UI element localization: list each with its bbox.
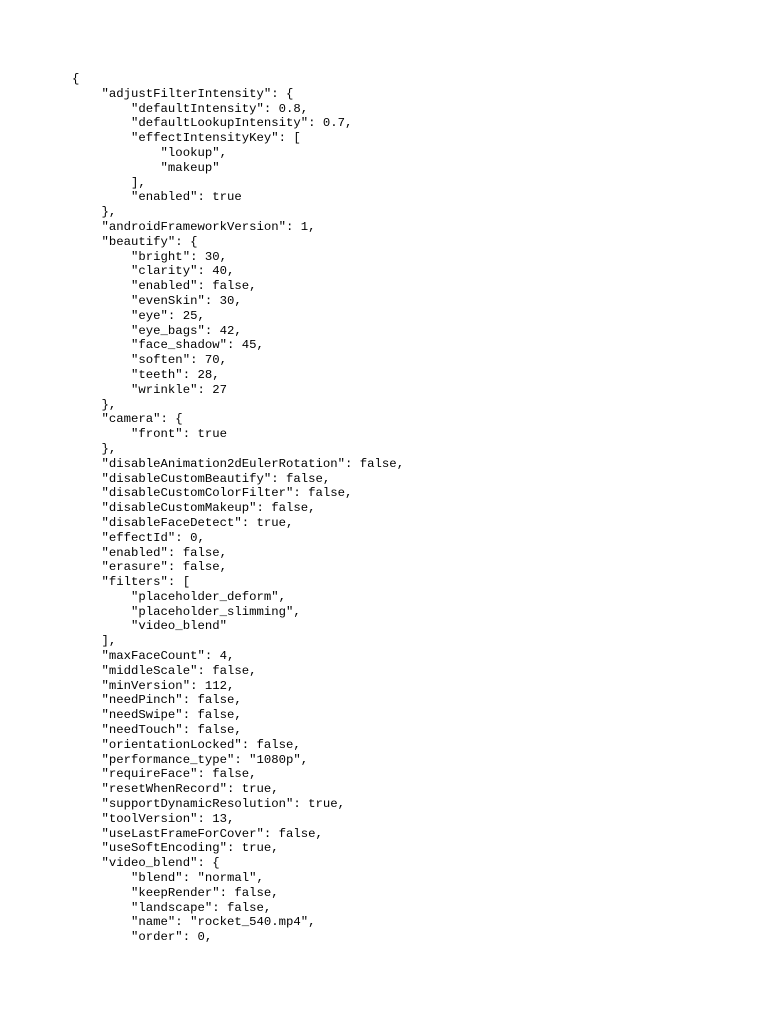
document-line: "disableCustomBeautify": false,	[72, 471, 331, 486]
document-line: "lookup",	[72, 145, 227, 160]
document-line: "placeholder_deform",	[72, 589, 287, 604]
document-line: "beautify": {	[72, 234, 198, 249]
document-line: {	[72, 72, 80, 86]
document-line: "minVersion": 112,	[72, 678, 235, 693]
document-line: },	[72, 205, 117, 220]
document-line: "performance_type": "1080p",	[72, 752, 309, 767]
document-line: },	[72, 397, 117, 412]
document-line: "needTouch": false,	[72, 723, 242, 738]
document-line: "middleScale": false,	[72, 663, 257, 678]
document-line: ],	[72, 175, 146, 190]
document-line: ],	[72, 634, 117, 649]
document-line: "order": 0,	[72, 930, 213, 945]
document-line: "eye_bags": 42,	[72, 323, 242, 338]
document-line: "enabled": true	[72, 190, 242, 205]
document-line: "orientationLocked": false,	[72, 737, 301, 752]
document-line: "useSoftEncoding": true,	[72, 841, 279, 856]
document-line: "needSwipe": false,	[72, 708, 242, 723]
document-line: "needPinch": false,	[72, 693, 242, 708]
document-line: "erasure": false,	[72, 560, 227, 575]
document-line: "name": "rocket_540.mp4",	[72, 915, 316, 930]
document-line: "requireFace": false,	[72, 767, 257, 782]
document-line: "defaultIntensity": 0.8,	[72, 101, 309, 116]
document-line: "evenSkin": 30,	[72, 293, 242, 308]
document-line: "effectIntensityKey": [	[72, 131, 301, 146]
document-line: "filters": [	[72, 575, 191, 590]
document-line: "effectId": 0,	[72, 530, 205, 545]
document-line: "face_shadow": 45,	[72, 338, 264, 353]
document-line: "teeth": 28,	[72, 367, 220, 382]
document-line: "soften": 70,	[72, 353, 227, 368]
document-line: },	[72, 441, 117, 456]
document-line: "clarity": 40,	[72, 264, 235, 279]
document-line: "video_blend": {	[72, 856, 220, 871]
document-line: "makeup"	[72, 160, 220, 175]
document-line: "disableFaceDetect": true,	[72, 515, 294, 530]
document-line: "adjustFilterIntensity": {	[72, 86, 294, 101]
document-line: "bright": 30,	[72, 249, 227, 264]
json-document	[72, 72, 752, 945]
document-line: "video_blend"	[72, 619, 227, 634]
document-line: "camera": {	[72, 412, 183, 427]
document-line: "wrinkle": 27	[72, 382, 227, 397]
document-line: "blend": "normal",	[72, 871, 264, 886]
document-line: "disableCustomMakeup": false,	[72, 501, 316, 516]
document-line: "keepRender": false,	[72, 885, 279, 900]
document-line: "useLastFrameForCover": false,	[72, 826, 323, 841]
document-line: "supportDynamicResolution": true,	[72, 797, 346, 812]
document-line: "toolVersion": 13,	[72, 811, 235, 826]
document-line: "landscape": false,	[72, 900, 272, 915]
document-line: "placeholder_slimming",	[72, 604, 301, 619]
document-line: "enabled": false,	[72, 545, 227, 560]
document-line: "front": true	[72, 427, 227, 442]
document-line: "defaultLookupIntensity": 0.7,	[72, 116, 353, 131]
document-line: "androidFrameworkVersion": 1,	[72, 219, 316, 234]
document-line: "eye": 25,	[72, 308, 205, 323]
document-line: "maxFaceCount": 4,	[72, 649, 235, 664]
document-line: "disableCustomColorFilter": false,	[72, 486, 353, 501]
document-line: "enabled": false,	[72, 279, 257, 294]
document-line: "disableAnimation2dEulerRotation": false,	[72, 456, 405, 471]
document-line: "resetWhenRecord": true,	[72, 782, 279, 797]
